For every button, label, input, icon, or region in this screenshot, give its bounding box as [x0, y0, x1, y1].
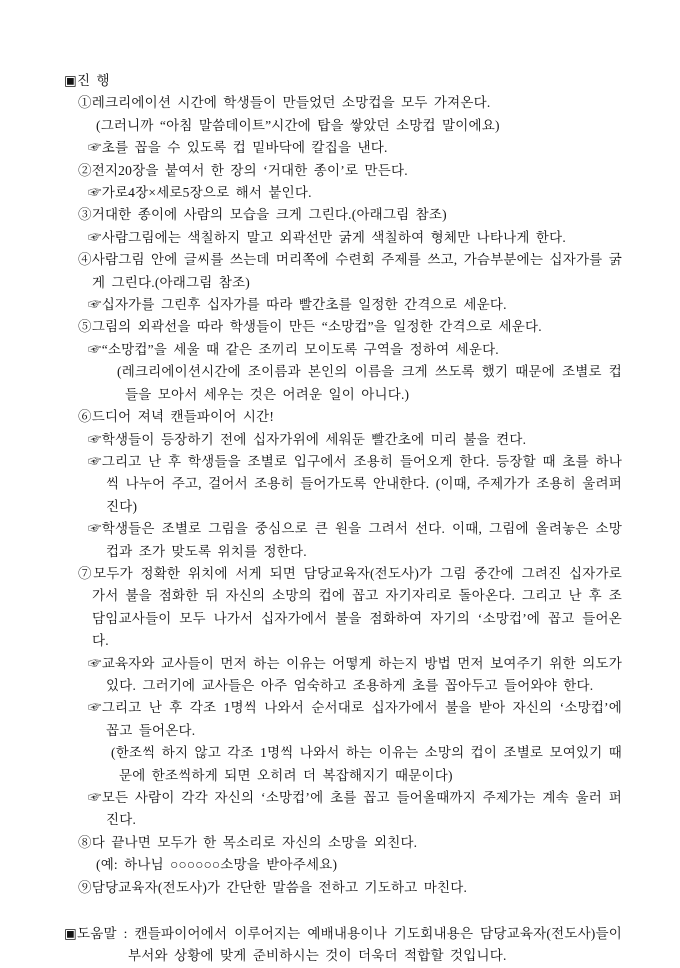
numbered-item-7: ⑦모두가 정확한 위치에 서게 되면 담당교육자(전도사)가 그림 중간에 그려진 십자가로 가서 불을 점화한 뒤 자신의 소망의 컵에 꼽고 자기자리로 돌아온다. 그리고 난 후 조 담임교사들이 모두 나가서 십자가에서 불을 점화하여 자기의 ‘소망컵’에 꼽고 들어온다.	[78, 565, 622, 649]
pointing-hand-icon: ☞	[88, 185, 102, 201]
pointing-hand-icon: ☞	[88, 341, 102, 357]
hand-note: ☞가로4장×세로5장으로 해서 붙인다.	[88, 185, 312, 201]
square-bullet-icon: ▣	[64, 73, 77, 88]
hand-note: ☞모든 사람이 각각 자신의 ‘소망컵’에 초를 꼽고 들어올때까지 주제가는 계속 울러 퍼진다.	[88, 790, 622, 828]
pointing-hand-icon: ☞	[88, 700, 102, 716]
note-parenthetical: (그러니까 “아침 말씀데이트”시간에 탑을 쌓았던 소망컵 말이에요)	[96, 117, 500, 133]
pointing-hand-icon: ☞	[88, 229, 102, 245]
hand-note: ☞초를 꼽을 수 있도록 컵 밑바닥에 칼집을 낸다.	[88, 140, 388, 156]
pointing-hand-icon: ☞	[88, 790, 102, 805]
hand-note: ☞학생들은 조별로 그림을 중심으로 큰 원을 그려서 선다. 이때, 그림에 올려놓은 소망컵과 조가 맞도록 위치를 정한다.	[88, 521, 622, 559]
numbered-item-2: ②전지20장을 붙여서 한 장의 ‘거대한 종이’로 만든다.	[78, 162, 408, 178]
pointing-hand-icon: ☞	[88, 453, 102, 469]
hand-note: ☞학생들이 등장하기 전에 십자가위에 세워둔 빨간초에 미리 불을 켠다.	[88, 431, 527, 447]
numbered-item-1: ①레크리에이션 시간에 학생들이 만들었던 소망컵을 모두 가져온다.	[78, 95, 491, 111]
hand-note: ☞십자가를 그린후 십자가를 따라 빨간초를 일정한 간격으로 세운다.	[88, 297, 507, 313]
pointing-hand-icon: ☞	[88, 655, 102, 671]
document-body	[0, 70, 622, 968]
note-parenthetical: (예: 하나님 ○○○○○○소망을 받아주세요)	[96, 857, 338, 873]
numbered-item-8: ⑧다 끝나면 모두가 한 목소리로 자신의 소망을 외친다.	[78, 834, 418, 850]
note-parenthetical: (한조씩 하지 않고 각조 1명씩 나와서 하는 이유는 소망의 컵이 조별로 모여있기 때문에 한조씩하게 되면 오히려 더 복잡해지기 때문이다)	[111, 745, 622, 783]
hand-note: ☞그리고 난 후 학생들을 조별로 입구에서 조용히 들어오게 한다. 등장할 때 초를 하나씩 나누어 주고, 걸어서 조용히 들어가도록 안내한다. (이때, 주제가가 조용히 울려퍼진다)	[88, 453, 622, 514]
note-parenthetical: (레크리에이션시간에 조이름과 본인의 이름을 크게 쓰도록 했기 때문에 조별로 컵들을 모아서 세우는 것은 어려운 일이 아니다.)	[117, 364, 622, 402]
numbered-item-6: ⑥드디어 져녁 캔들파이어 시간!	[78, 409, 275, 425]
hand-note: ☞“소망컵”을 세울 때 같은 조끼리 모이도록 구역을 정하여 세운다.	[88, 341, 499, 357]
numbered-item-5: ⑤그림의 외곽선을 따라 학생들이 만든 “소망컵”을 일정한 간격으로 세운다.	[78, 319, 542, 335]
hand-note: ☞그리고 난 후 각조 1명씩 나와서 순서대로 십자가에서 불을 받아 자신의 ‘소망컵’에 꼽고 들어온다.	[88, 700, 622, 738]
pointing-hand-icon: ☞	[88, 431, 102, 447]
numbered-item-3: ③거대한 종이에 사람의 모습을 크게 그린다.(아래그림 참조)	[78, 207, 447, 223]
pointing-hand-icon: ☞	[88, 140, 102, 156]
pointing-hand-icon: ☞	[88, 297, 102, 313]
hand-note: ☞사람그림에는 색칠하지 말고 외곽선만 굵게 색칠하여 형체만 나타나게 한다.	[88, 229, 566, 245]
square-bullet-icon: ▣	[64, 926, 77, 942]
numbered-item-4: ④사람그림 안에 글씨를 쓰는데 머리쪽에 수련회 주제를 쓰고, 가슴부분에는 십자가를 굵게 그린다.(아래그림 참조)	[78, 252, 622, 290]
numbered-item-9: ⑨담당교육자(전도사)가 간단한 말씀을 전하고 기도하고 마친다.	[78, 879, 468, 895]
hand-note: ☞교육자와 교사들이 먼저 하는 이유는 어떻게 하는지 방법 먼저 보여주기 위한 의도가 있다. 그러기에 교사들은 아주 엄숙하고 조용하게 초를 꼽아두고 들어와야 한다.	[88, 655, 622, 693]
pointing-hand-icon: ☞	[88, 521, 102, 537]
section-heading-progress: ▣진 행	[64, 73, 110, 88]
section-heading-help: ▣도움말 : 캔들파이어에서 이루어지는 예배내용이나 기도회내용은 담당교육자(전도사)들이 부서와 상황에 맞게 준비하시는 것이 더욱더 적합할 것입니다.	[64, 926, 622, 964]
